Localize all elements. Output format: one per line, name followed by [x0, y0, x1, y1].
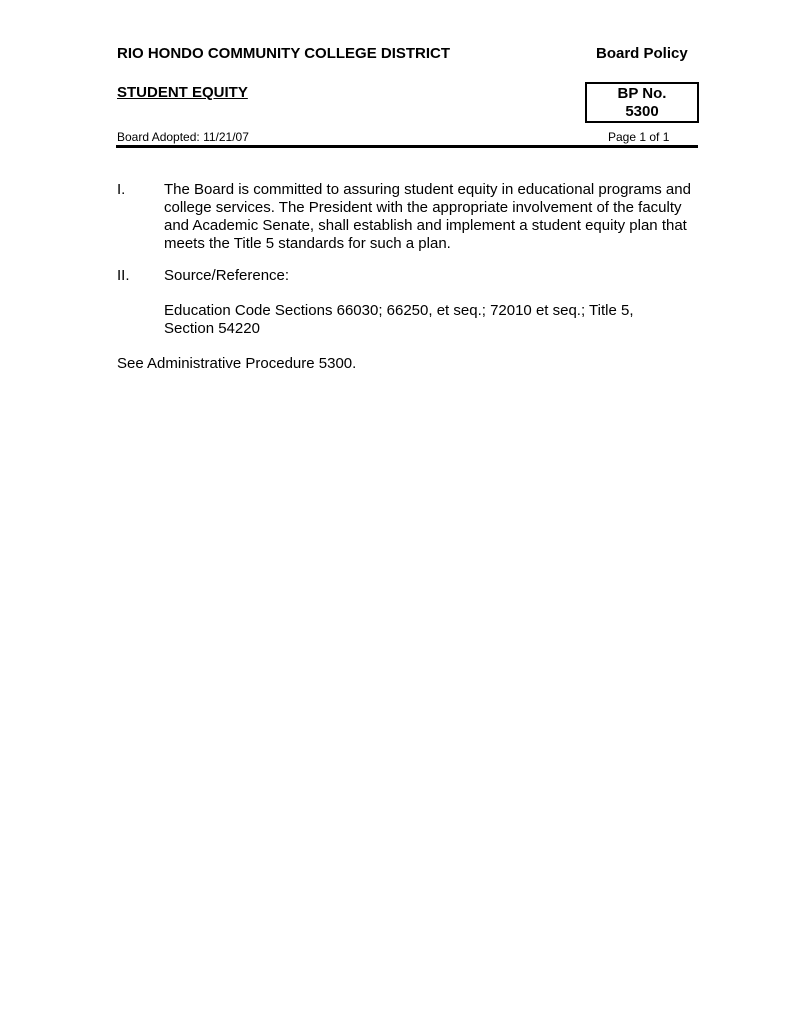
adopted-date: Board Adopted: 11/21/07	[117, 130, 249, 144]
bp-number: 5300	[625, 102, 659, 120]
section-detail-2: Education Code Sections 66030; 66250, et seq.; 72010 et seq.; Title 5, Section 54220	[164, 302, 634, 337]
section-text-2: Source/Reference:	[164, 267, 290, 284]
bp-label: BP No.	[617, 84, 667, 102]
section-numeral-1: I.	[117, 181, 126, 198]
page-number: Page 1 of 1	[608, 130, 670, 144]
section-text-1: The Board is committed to assuring student equity in educational programs and college services. The President with the appropriate involvement of the faculty and Academic Senate, shall establish and implement a student equity plan that meets the Title 5 standards for such a plan.	[164, 181, 691, 252]
section-numeral-2: II.	[117, 267, 130, 284]
policy-type: Board Policy	[596, 45, 688, 62]
footer-note: See Administrative Procedure 5300.	[117, 355, 357, 372]
header-divider	[116, 145, 698, 148]
district-name: RIO HONDO COMMUNITY COLLEGE DISTRICT	[117, 45, 451, 62]
bp-number-box	[585, 82, 699, 123]
policy-title: STUDENT EQUITY	[117, 84, 248, 101]
